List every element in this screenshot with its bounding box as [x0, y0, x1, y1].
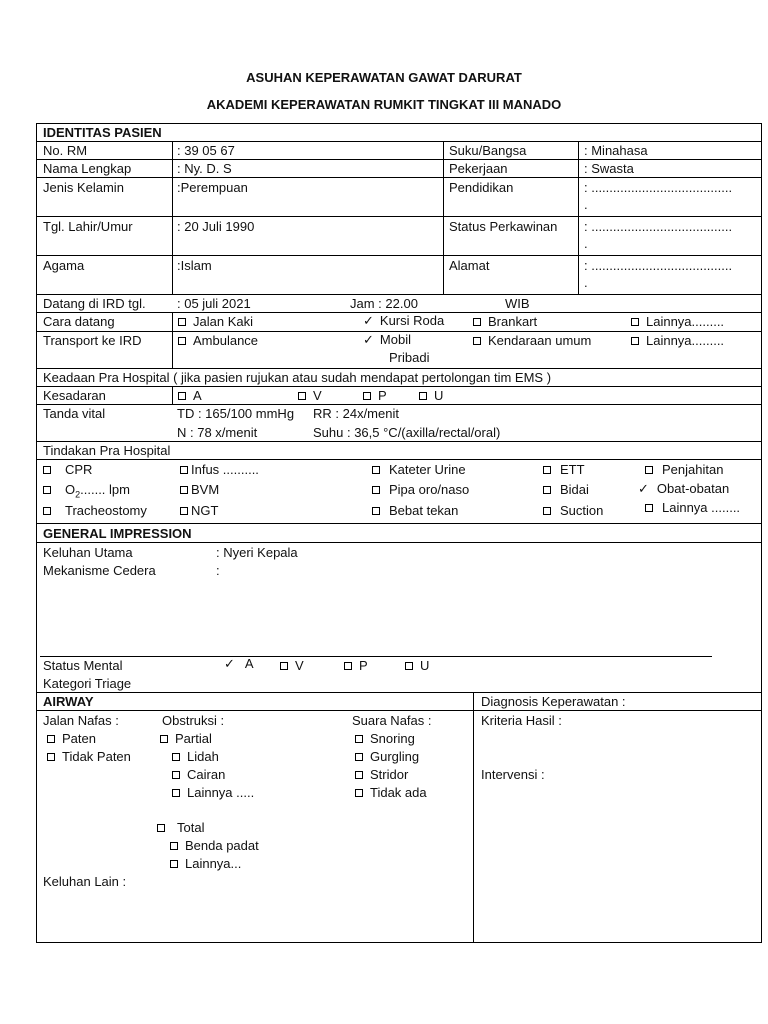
- checkbox-icon: [372, 507, 380, 515]
- checkmark-icon: ✓: [363, 332, 374, 347]
- value-datang-tgl: : 05 juli 2021: [177, 296, 251, 311]
- value-alamat[interactable]: : .......................................: [584, 258, 733, 273]
- option-lidah[interactable]: Lidah: [172, 749, 219, 765]
- checkbox-icon: [170, 860, 178, 868]
- checkbox-icon: [543, 466, 551, 474]
- option-oksigen[interactable]: $O_2$....... lpm: [43, 482, 130, 503]
- checkbox-icon: [372, 486, 380, 494]
- checkbox-icon: [355, 753, 363, 761]
- value-suhu: Suhu : 36,5 °C/(axilla/rectal/oral): [313, 425, 501, 440]
- value-jenis-kelamin: :Perempuan: [177, 180, 248, 195]
- label-pekerjaan: Pekerjaan: [449, 161, 508, 176]
- option-ett[interactable]: ETT: [543, 462, 585, 478]
- form-title: ASUHAN KEPERAWATAN GAWAT DARURAT: [246, 70, 522, 85]
- checkmark-icon: ✓: [638, 481, 649, 496]
- value-td: TD : 165/100 mmHg: [177, 406, 295, 421]
- label-tgl-lahir: Tgl. Lahir/Umur: [43, 219, 133, 234]
- value-status-cont: .: [584, 236, 588, 251]
- checkbox-icon: [180, 486, 188, 494]
- label-mekanisme: Mekanisme Cedera: [43, 563, 156, 578]
- option-bebat[interactable]: Bebat tekan: [372, 503, 458, 519]
- value-agama: :Islam: [177, 258, 212, 273]
- option-mental-v[interactable]: V: [280, 658, 304, 674]
- checkbox-icon: [170, 842, 178, 850]
- option-total-lainnya[interactable]: Lainnya...: [170, 856, 241, 872]
- value-alamat-cont: .: [584, 275, 588, 290]
- section-identitas: IDENTITAS PASIEN: [43, 125, 162, 140]
- label-jalan-nafas: Jalan Nafas :: [43, 713, 119, 728]
- checkbox-icon: [473, 318, 481, 326]
- label-pendidikan: Pendidikan: [449, 180, 514, 195]
- checkbox-icon: [645, 466, 653, 474]
- option-bidai[interactable]: Bidai: [543, 482, 589, 498]
- option-infus[interactable]: Infus ..........: [180, 462, 259, 478]
- option-paten[interactable]: Paten: [47, 731, 96, 747]
- option-cairan[interactable]: Cairan: [172, 767, 225, 783]
- option-bvm[interactable]: BVM: [180, 482, 219, 498]
- value-keluhan-utama: : Nyeri Kepala: [216, 545, 298, 560]
- option-obat[interactable]: ✓ Obat-obatan: [638, 481, 730, 496]
- option-brankart[interactable]: Brankart: [473, 314, 537, 330]
- checkbox-icon: [178, 337, 186, 345]
- option-mental-u[interactable]: U: [405, 658, 429, 674]
- option-gurgling[interactable]: Gurgling: [355, 749, 419, 765]
- checkbox-icon: [355, 735, 363, 743]
- checkbox-icon: [178, 318, 186, 326]
- label-tanda-vital: Tanda vital: [43, 406, 106, 421]
- checkbox-icon: [298, 392, 306, 400]
- option-snoring[interactable]: Snoring: [355, 731, 415, 747]
- checkbox-icon: [543, 486, 551, 494]
- option-tidak-paten[interactable]: Tidak Paten: [47, 749, 131, 765]
- value-datang-jam: Jam : 22.00: [350, 296, 418, 311]
- label-status-mental: Status Mental: [43, 658, 123, 673]
- value-mekanisme[interactable]: :: [216, 563, 220, 578]
- option-tindakan-lainnya[interactable]: Lainnya ........: [645, 500, 740, 516]
- option-kesadaran-a[interactable]: A: [178, 388, 202, 404]
- option-stridor[interactable]: Stridor: [355, 767, 408, 783]
- checkbox-icon: [47, 753, 55, 761]
- label-suara-nafas: Suara Nafas :: [352, 713, 432, 728]
- checkbox-icon: [157, 824, 165, 832]
- label-kesadaran: Kesadaran: [43, 388, 106, 403]
- option-kesadaran-p[interactable]: P: [363, 388, 387, 404]
- checkbox-icon: [355, 771, 363, 779]
- label-cara-datang: Cara datang: [43, 314, 115, 329]
- option-penjahitan[interactable]: Penjahitan: [645, 462, 723, 478]
- checkbox-icon: [631, 318, 639, 326]
- label-intervensi: Intervensi :: [481, 767, 545, 782]
- label-jenis-kelamin: Jenis Kelamin: [43, 180, 124, 195]
- option-total[interactable]: Total: [157, 820, 204, 836]
- label-agama: Agama: [43, 258, 85, 273]
- label-datang: Datang di IRD tgl.: [43, 296, 146, 311]
- label-no-rm: No. RM: [43, 143, 88, 158]
- section-general: GENERAL IMPRESSION: [43, 526, 192, 541]
- option-ngt[interactable]: NGT: [180, 503, 218, 519]
- label-suku: Suku/Bangsa: [449, 143, 527, 158]
- value-nama: : Ny. D. S: [177, 161, 232, 176]
- checkbox-icon: [473, 337, 481, 345]
- value-status-perkawinan[interactable]: : .......................................: [584, 219, 733, 234]
- checkbox-icon: [172, 771, 180, 779]
- checkmark-icon: ✓: [224, 656, 235, 671]
- label-nama: Nama Lengkap: [43, 161, 132, 176]
- value-tgl-lahir: : 20 Juli 1990: [177, 219, 255, 234]
- value-nadi: N : 78 x/menit: [177, 425, 258, 440]
- option-kesadaran-u[interactable]: U: [419, 388, 443, 404]
- section-airway: AIRWAY: [43, 694, 94, 709]
- label-keluhan-lain: Keluhan Lain :: [43, 874, 127, 889]
- value-pendidikan[interactable]: : .......................................: [584, 180, 733, 195]
- label-kategori-triage: Kategori Triage: [43, 676, 132, 691]
- option-transport-lainnya[interactable]: Lainnya.........: [631, 333, 724, 349]
- checkbox-icon: [160, 735, 168, 743]
- checkmark-icon: ✓: [363, 313, 374, 328]
- checkbox-icon: [172, 789, 180, 797]
- checkbox-icon: [631, 337, 639, 345]
- checkbox-icon: [419, 392, 427, 400]
- checkbox-icon: [43, 486, 51, 494]
- option-suction[interactable]: Suction: [543, 503, 603, 519]
- option-mobil-pribadi-cont: Pribadi: [389, 350, 430, 365]
- label-alamat: Alamat: [449, 258, 490, 273]
- value-datang-wib: WIB: [505, 296, 530, 311]
- option-cara-lainnya[interactable]: Lainnya.........: [631, 314, 724, 330]
- option-tracheostomy[interactable]: Tracheostomy: [43, 503, 147, 519]
- option-mental-a[interactable]: ✓ A: [224, 656, 254, 671]
- checkbox-icon: [344, 662, 352, 670]
- option-partial[interactable]: Partial: [160, 731, 212, 747]
- checkbox-icon: [47, 735, 55, 743]
- option-mobil-pribadi[interactable]: ✓ Mobil: [363, 332, 411, 347]
- checkbox-icon: [543, 507, 551, 515]
- value-rr: RR : 24x/menit: [313, 406, 399, 421]
- checkbox-icon: [645, 504, 653, 512]
- checkbox-icon: [280, 662, 288, 670]
- checkbox-icon: [43, 507, 51, 515]
- checkbox-icon: [180, 466, 188, 474]
- label-status-perkawinan: Status Perkawinan: [449, 219, 558, 234]
- label-kriteria-hasil: Kriteria Hasil :: [481, 713, 562, 728]
- checkbox-icon: [180, 507, 188, 515]
- option-mental-p[interactable]: P: [344, 658, 368, 674]
- option-tidak-ada[interactable]: Tidak ada: [355, 785, 427, 801]
- label-diagnosis: Diagnosis Keperawatan :: [481, 694, 626, 709]
- label-keadaan-pra: Keadaan Pra Hospital ( jika pasien rujukan atau sudah mendapat pertolongan tim EMS ): [43, 370, 552, 385]
- option-kesadaran-v[interactable]: V: [298, 388, 322, 404]
- checkbox-icon: [43, 466, 51, 474]
- option-pipa[interactable]: Pipa oro/naso: [372, 482, 469, 498]
- checkbox-icon: [405, 662, 413, 670]
- checkbox-icon: [178, 392, 186, 400]
- checkbox-icon: [372, 466, 380, 474]
- checkbox-icon: [363, 392, 371, 400]
- label-keluhan-utama: Keluhan Utama: [43, 545, 133, 560]
- label-tindakan: Tindakan Pra Hospital: [43, 443, 171, 458]
- option-cpr[interactable]: CPR: [43, 462, 92, 478]
- option-benda-padat[interactable]: Benda padat: [170, 838, 259, 854]
- option-kateter[interactable]: Kateter Urine: [372, 462, 466, 478]
- value-pekerjaan: : Swasta: [584, 161, 634, 176]
- label-transport: Transport ke IRD: [43, 333, 142, 348]
- checkbox-icon: [172, 753, 180, 761]
- value-suku: : Minahasa: [584, 143, 648, 158]
- form-subtitle: AKADEMI KEPERAWATAN RUMKIT TINGKAT III MANADO: [206, 97, 562, 112]
- option-obstruksi-lainnya[interactable]: Lainnya .....: [172, 785, 254, 801]
- value-pendidikan-cont: .: [584, 197, 588, 212]
- option-kendaraan-umum[interactable]: Kendaraan umum: [473, 333, 591, 349]
- checkbox-icon: [355, 789, 363, 797]
- option-ambulance[interactable]: Ambulance: [178, 333, 258, 349]
- label-obstruksi: Obstruksi :: [162, 713, 225, 728]
- value-no-rm: : 39 05 67: [177, 143, 235, 158]
- option-kursi-roda[interactable]: ✓ Kursi Roda: [363, 313, 445, 328]
- option-jalan-kaki[interactable]: Jalan Kaki: [178, 314, 253, 330]
